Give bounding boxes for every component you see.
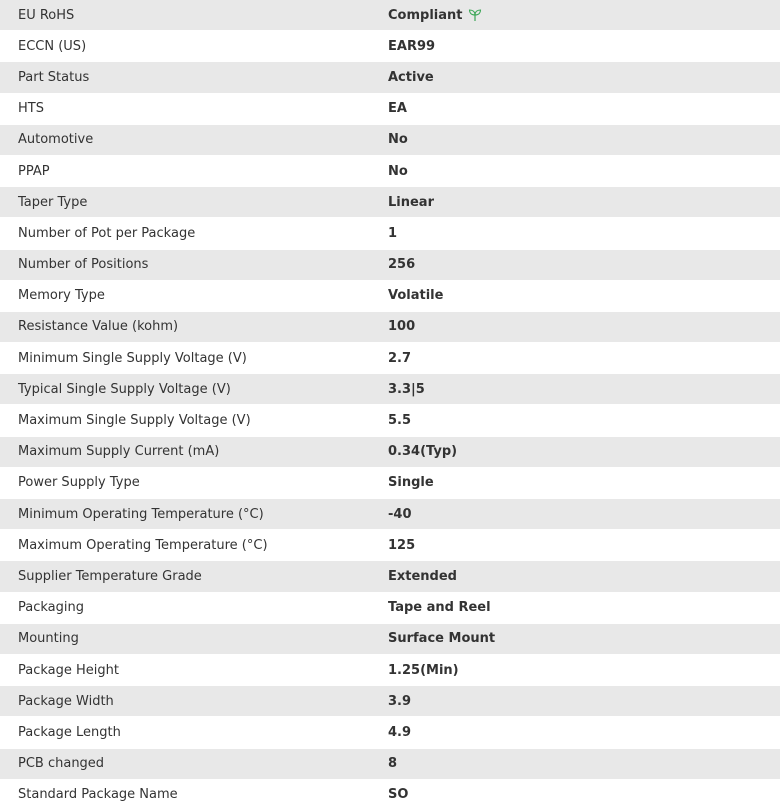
spec-value: Compliant xyxy=(388,7,463,23)
spec-row-mounting xyxy=(0,624,780,655)
spec-label: Package Width xyxy=(18,693,114,709)
spec-label: Automotive xyxy=(18,132,94,148)
spec-value: 5.5 xyxy=(388,413,412,429)
spec-value: 2.7 xyxy=(388,350,412,366)
spec-value: Active xyxy=(388,69,434,85)
spec-row-pcb-changed xyxy=(0,749,780,780)
spec-label: Resistance Value (kohm) xyxy=(18,319,179,335)
spec-row-part-status xyxy=(0,62,780,93)
spec-label: Minimum Operating Temperature (°C) xyxy=(18,506,264,522)
spec-row-power-supply-type xyxy=(0,468,780,499)
spec-row-eccn xyxy=(0,31,780,62)
spec-value: 125 xyxy=(388,537,416,553)
spec-row-temp-grade xyxy=(0,561,780,592)
spec-label: Maximum Operating Temperature (°C) xyxy=(18,537,268,553)
spec-value: SO xyxy=(388,787,409,803)
spec-label: Part Status xyxy=(18,69,90,85)
spec-label: HTS xyxy=(18,101,44,117)
spec-row-typ-supply-voltage xyxy=(0,374,780,405)
spec-value: -40 xyxy=(388,506,412,522)
spec-label: Typical Single Supply Voltage (V) xyxy=(18,381,231,397)
spec-value: 100 xyxy=(388,319,416,335)
spec-row-taper-type xyxy=(0,187,780,218)
spec-value: 0.34(Typ) xyxy=(388,444,458,460)
spec-label: PCB changed xyxy=(18,756,105,772)
spec-label: Taper Type xyxy=(18,194,88,210)
spec-label: Packaging xyxy=(18,600,84,616)
spec-value: 1.25(Min) xyxy=(388,662,459,678)
spec-label: Memory Type xyxy=(18,288,105,304)
spec-row-standard-package-name xyxy=(0,780,780,811)
spec-value: Extended xyxy=(388,568,457,584)
spec-label: ECCN (US) xyxy=(18,38,87,54)
spec-value: 3.3|5 xyxy=(388,381,425,397)
spec-row-package-height xyxy=(0,655,780,686)
spec-row-package-length xyxy=(0,717,780,748)
spec-label: Package Length xyxy=(18,724,121,740)
spec-label: Supplier Temperature Grade xyxy=(18,568,202,584)
spec-row-memory-type xyxy=(0,281,780,312)
spec-row-max-supply-current xyxy=(0,437,780,468)
spec-value: No xyxy=(388,132,408,148)
spec-label: Standard Package Name xyxy=(18,787,178,803)
spec-row-pot-per-package xyxy=(0,218,780,249)
spec-row-package-width xyxy=(0,686,780,717)
spec-value-wrap xyxy=(388,8,780,23)
spec-value: 3.9 xyxy=(388,693,412,709)
spec-value: Single xyxy=(388,475,434,491)
spec-row-hts xyxy=(0,94,780,125)
spec-value: No xyxy=(388,163,408,179)
spec-label: PPAP xyxy=(18,163,50,179)
spec-label: Number of Positions xyxy=(18,257,149,273)
spec-value: EAR99 xyxy=(388,38,436,54)
spec-row-min-operating-temp xyxy=(0,499,780,530)
spec-label: Package Height xyxy=(18,662,119,678)
spec-row-ppap xyxy=(0,156,780,187)
spec-value: 256 xyxy=(388,257,416,273)
spec-label: Minimum Single Supply Voltage (V) xyxy=(18,350,247,366)
spec-value: Volatile xyxy=(388,288,444,304)
spec-row-automotive xyxy=(0,125,780,156)
spec-value: Surface Mount xyxy=(388,631,496,647)
spec-label: Maximum Supply Current (mA) xyxy=(18,444,220,460)
spec-label: Number of Pot per Package xyxy=(18,225,196,241)
spec-row-min-supply-voltage xyxy=(0,343,780,374)
leaf-icon xyxy=(468,8,482,22)
spec-value: 4.9 xyxy=(388,724,412,740)
spec-value: EA xyxy=(388,101,407,117)
spec-label: EU RoHS xyxy=(18,7,75,23)
spec-row-eu-rohs xyxy=(0,0,780,31)
spec-row-packaging xyxy=(0,593,780,624)
spec-value: 8 xyxy=(388,756,398,772)
spec-value: 1 xyxy=(388,225,398,241)
spec-row-positions xyxy=(0,250,780,281)
spec-label: Mounting xyxy=(18,631,79,647)
spec-value: Linear xyxy=(388,194,434,210)
spec-row-resistance xyxy=(0,312,780,343)
spec-row-max-operating-temp xyxy=(0,530,780,561)
spec-label: Power Supply Type xyxy=(18,475,140,491)
spec-row-max-supply-voltage xyxy=(0,405,780,436)
spec-label: Maximum Single Supply Voltage (V) xyxy=(18,413,251,429)
spec-value: Tape and Reel xyxy=(388,600,491,616)
